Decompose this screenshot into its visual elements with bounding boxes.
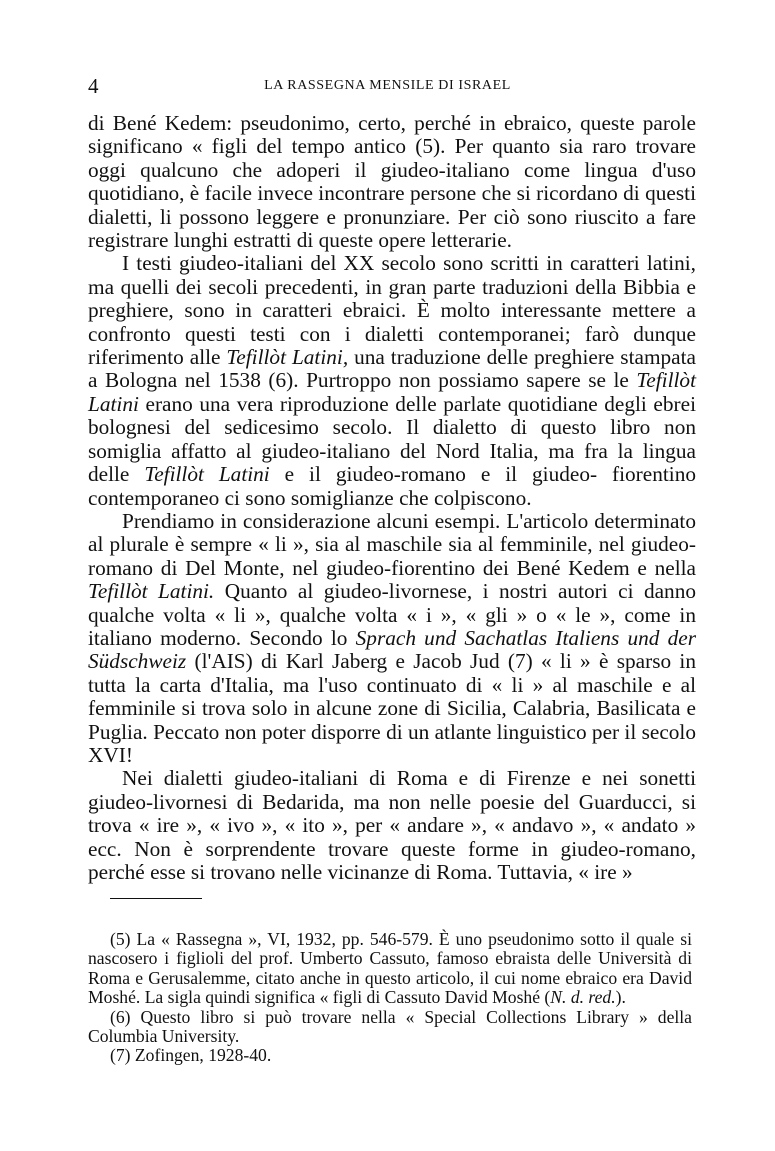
paragraph-2: [88, 252, 696, 509]
paragraph-3: [88, 510, 696, 767]
text-run: erano una vera riproduzione delle parlate quotidiane degli ebrei bolognesi del sedicesimo secolo. Il dialetto di questo libro non somiglia affatto al giudeo-italiano del Nord Italia, ma fra la lingua delle: [88, 391, 696, 487]
running-head: LA RASSEGNA MENSILE DI ISRAEL: [264, 78, 511, 93]
italic-title: Tefillòt Latini,: [226, 345, 349, 370]
footnote-3: [88, 1046, 692, 1065]
paragraph-4: [88, 767, 696, 884]
page-number: 4: [88, 74, 99, 98]
italic-title: N. d. red.: [550, 987, 616, 1008]
italic-title: Tefillòt Latini: [88, 368, 696, 416]
text-run: (5) La « Rassegna », VI, 1932, pp. 546-579. È uno pseudonimo sotto il quale si nascosero i figlioli del prof. Umberto Cassuto, famoso ebraista delle Università di Roma e Gerusalemme, citato anche in questo articolo, il cui nome ebraico era David Moshé. La sigla quindi significa « figli di Cassuto David Moshé (: [88, 929, 692, 1008]
text-run: (l'AIS) di Karl Jaberg e Jacob Jud (7) « li » è sparso in tutta la carta d'Italia, ma l'uso continuato di « li » al maschile e al femminile si trova solo in alcune zone di Sicilia, Calabria, Basilicata e Puglia. Peccato non poter disporre di un atlante linguistico per il secolo XVI!: [88, 649, 697, 767]
text-run: e il giudeo-romano e il giudeo- fiorentino contemporaneo ci sono somiglianze che colpiscono.: [88, 462, 696, 510]
page-header: [88, 74, 687, 102]
text-run: (7) Zofingen, 1928-40.: [110, 1045, 272, 1066]
italic-title: Tefillòt Latini.: [88, 579, 215, 604]
text-run: I testi giudeo-italiani del XX secolo sono scritti in caratteri latini, ma quelli dei secoli precedenti, in gran parte traduzioni della Bibbia e preghiere, sono in caratteri ebraici. È molto interessante mettere a confronto questi testi con i dialetti contemporanei; farò dunque riferimento alle: [88, 251, 696, 370]
footnote-1: [88, 930, 692, 1008]
text-run: Prendiamo in considerazione alcuni esempi. L'articolo determinato al plurale è sempre « li », sia al maschile sia al femminile, nel giudeo-romano di Del Monte, nel giudeo-fiorentino dei Bené Kedem e nella: [88, 508, 696, 580]
paragraph-1: [88, 112, 696, 252]
text-run: una traduzione delle preghiere stampata a Bologna nel 1538 (6). Purtroppo non possiamo sapere se le: [88, 345, 697, 393]
footnote-2: [88, 1008, 692, 1047]
text-run: (6) Questo libro si può trovare nella « Special Collections Library » della Columbia University.: [88, 1006, 692, 1047]
footnote-separator: [110, 898, 202, 899]
body-text: [88, 112, 696, 884]
italic-title: Sprach und Sachatlas Italiens und der Südschweiz: [88, 625, 696, 674]
text-run: di Bené Kedem: pseudonimo, certo, perché in ebraico, queste parole significano « figli del tempo antico (5). Per quanto sia raro trovare oggi qualcuno che adoperi il giudeo-italiano come lingua d'uso quotidiano, è facile invece incontrare persone che si ricordano di questi dialetti, li possono leggere e pronunziare. Per ciò sono riuscito a fare registrare lunghi estratti di queste opere letterarie.: [88, 111, 696, 253]
footnotes: [88, 930, 692, 1066]
text-run: Nei dialetti giudeo-italiani di Roma e di Firenze e nei sonetti giudeo-livornesi di Bedarida, ma non nelle poesie del Guarducci, si trova « ire », « ivo », « ito », per « andare », « andavo », « andato » ecc. Non è sorprendente trovare queste forme in giudeo-romano, perché esse si trovano nelle vicinanze di Roma. Tuttavia, « ire »: [88, 766, 696, 884]
text-run: ).: [615, 987, 626, 1008]
text-run: Quanto al giudeo-livornese, i nostri autori ci danno qualche volta « li », qualche volta « i », « gli » o « le », come in italiano moderno. Secondo lo: [88, 579, 696, 650]
italic-title: Tefillòt Latini: [144, 462, 270, 487]
